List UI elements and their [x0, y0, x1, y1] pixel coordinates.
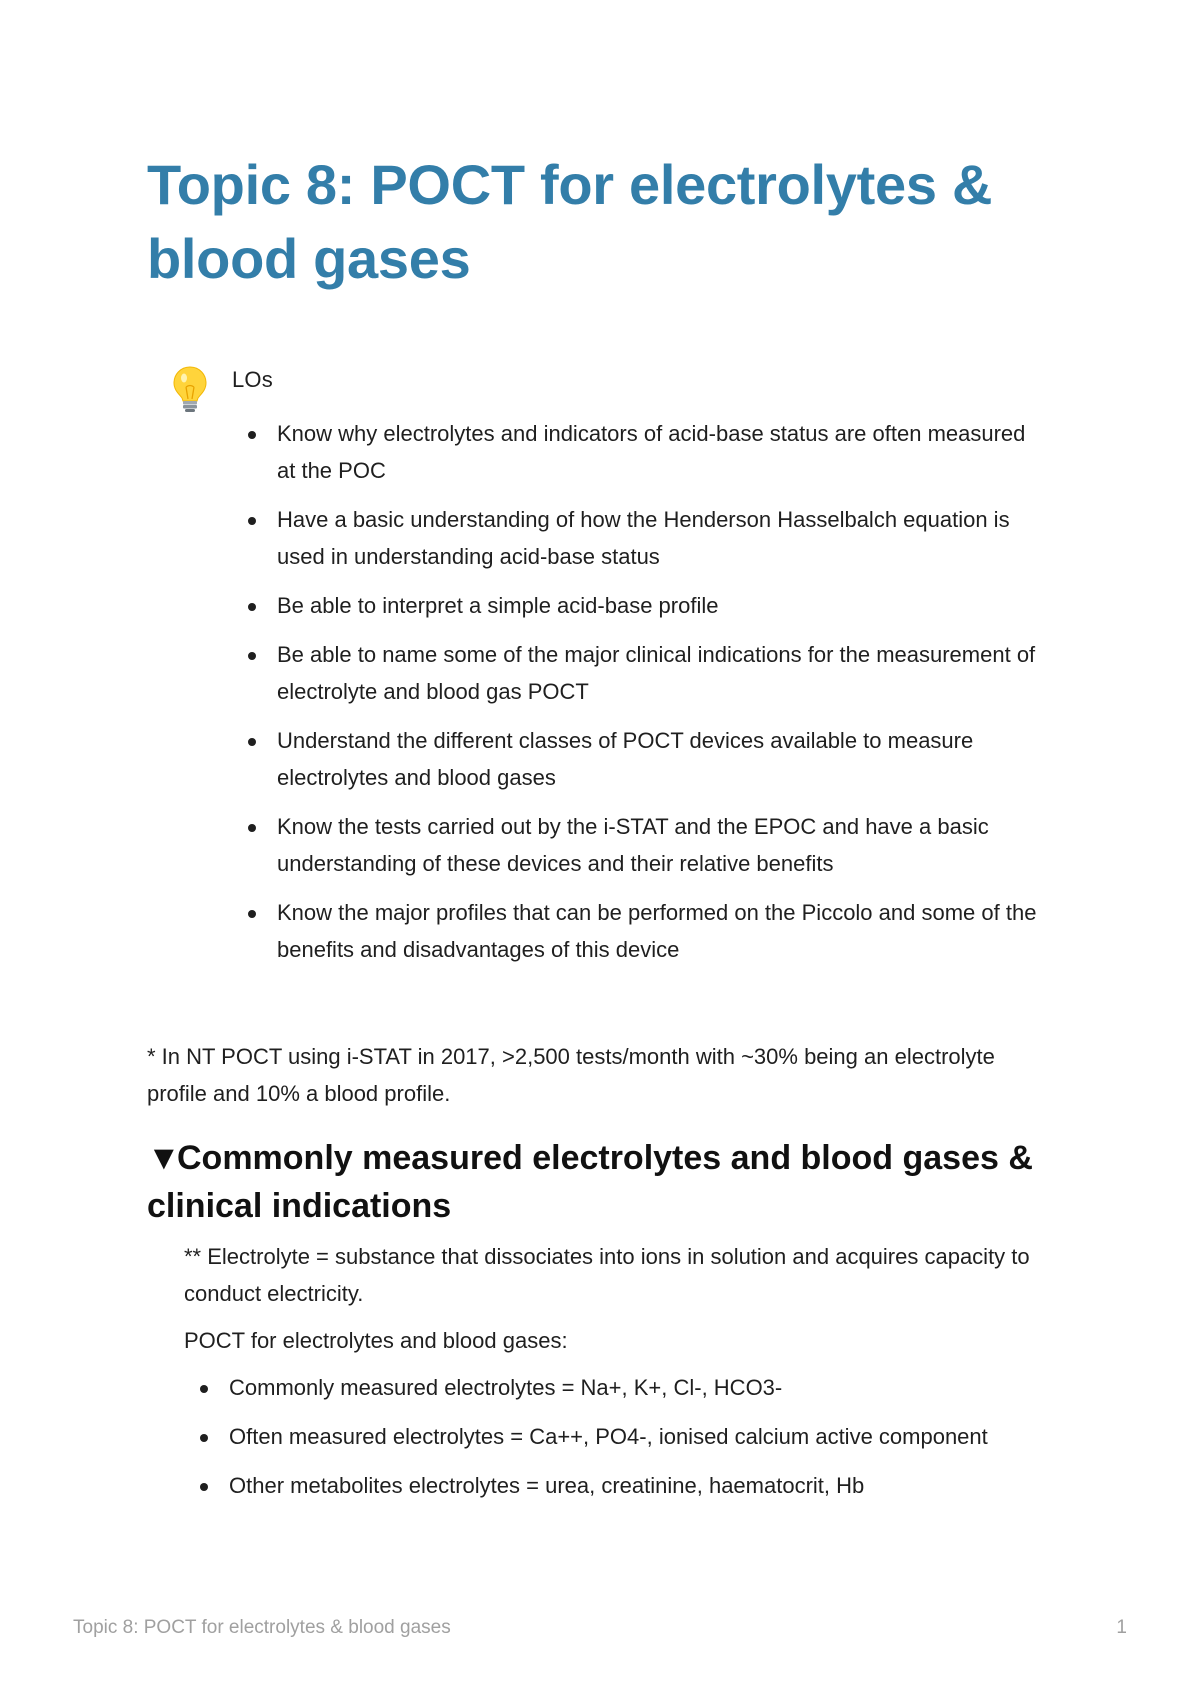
list-item: Understand the different classes of POCT devices available to measure electrolytes and blood gases: [232, 722, 1047, 796]
list-item: Know the major profiles that can be performed on the Piccolo and some of the benefits and disadvantages of this device: [232, 894, 1047, 968]
list-item: Have a basic understanding of how the Henderson Hasselbalch equation is used in understanding acid-base status: [232, 501, 1047, 575]
section-heading-text: Commonly measured electrolytes and blood gases & clinical indications: [147, 1139, 1033, 1225]
list-item: Be able to interpret a simple acid-base profile: [232, 587, 1047, 624]
document-page: [147, 148, 1047, 1516]
page-footer: [73, 1616, 1127, 1640]
list-item: Often measured electrolytes = Ca++, PO4-, ionised calcium active component: [184, 1418, 1047, 1455]
definition-text: ** Electrolyte = substance that dissociates into ions in solution and acquires capacity to conduct electricity.: [184, 1244, 1030, 1306]
list-item: Know why electrolytes and indicators of acid-base status are often measured at the POC: [232, 415, 1047, 489]
page-number: 1: [1116, 1617, 1127, 1638]
toggle-content: [147, 1238, 1047, 1504]
list-item: Other metabolites electrolytes = urea, creatinine, haematocrit, Hb: [184, 1467, 1047, 1504]
toggle-arrow-icon[interactable]: ▼: [147, 1139, 181, 1177]
intro-text: POCT for electrolytes and blood gases:: [184, 1328, 568, 1353]
usage-note: * In NT POCT using i-STAT in 2017, >2,500 tests/month with ~30% being an electrolyte profile and 10% a blood profile.: [147, 1044, 995, 1106]
lightbulb-icon: [172, 365, 208, 413]
page-title: Topic 8: POCT for electrolytes & blood gases: [147, 153, 993, 290]
list-item: Know the tests carried out by the i-STAT and the EPOC and have a basic understanding of these devices and their relative benefits: [232, 808, 1047, 882]
callout-title: LOs: [232, 367, 273, 392]
list-item: Commonly measured electrolytes = Na+, K+, Cl-, HCO3-: [184, 1369, 1047, 1406]
toggle-heading[interactable]: [147, 1134, 1047, 1230]
learning-objectives-callout: [147, 366, 1047, 968]
electrolytes-list: [184, 1369, 1047, 1504]
objectives-list: [232, 415, 1047, 968]
list-item: Be able to name some of the major clinical indications for the measurement of electrolyte and blood gas POCT: [232, 636, 1047, 710]
footer-title: Topic 8: POCT for electrolytes & blood gases: [73, 1617, 451, 1638]
